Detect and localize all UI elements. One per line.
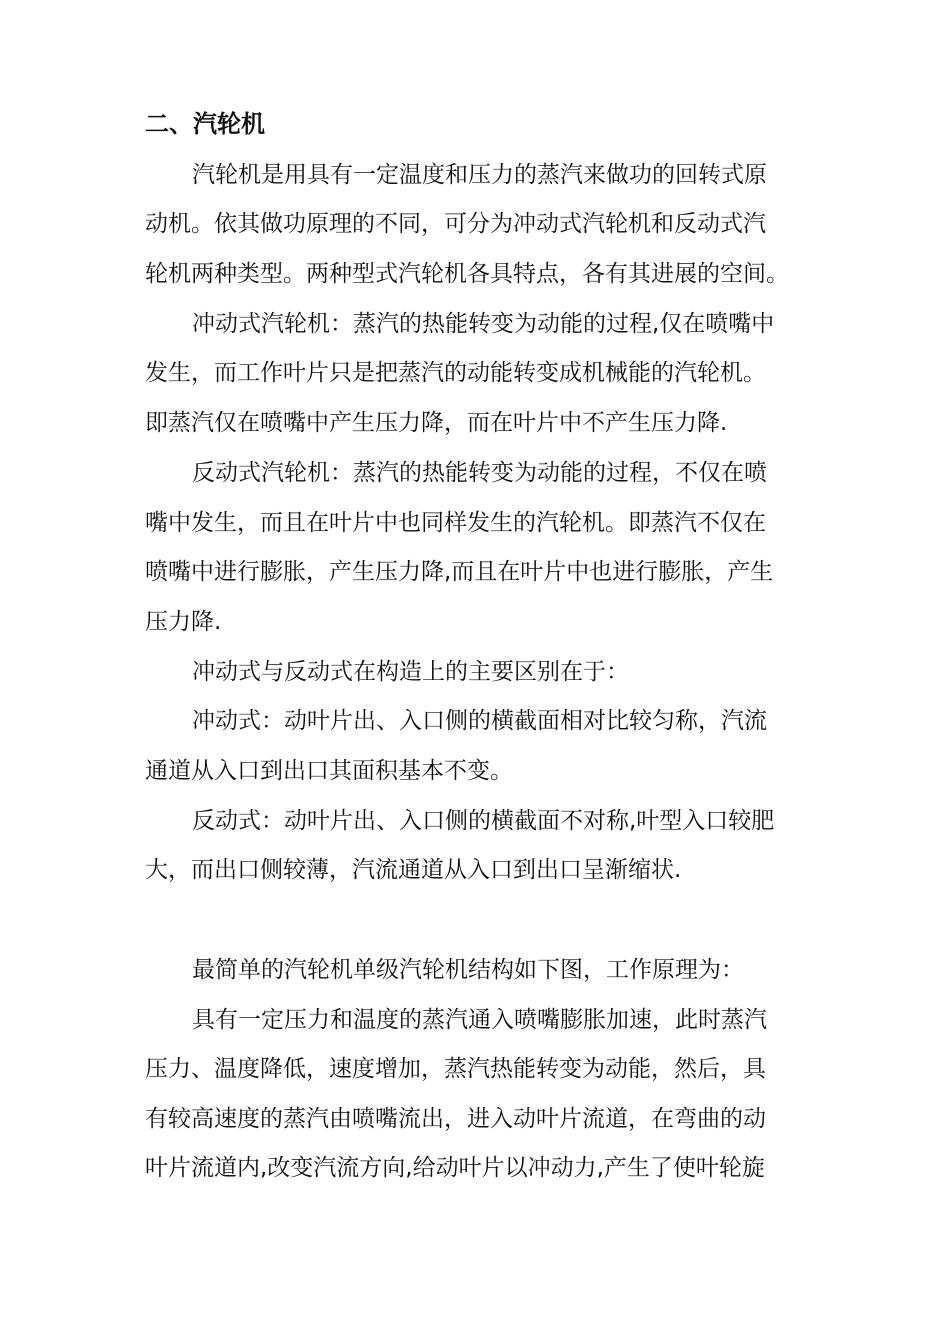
paragraph-line: 通道从入口到出口其面积基本不变。: [145, 758, 513, 784]
paragraph-line: 反动式汽轮机：蒸汽的热能转变为动能的过程，不仅在喷: [192, 460, 767, 486]
paragraph-line: 冲动式与反动式在构造上的主要区别在于：: [192, 659, 629, 685]
paragraph-line: 反动式：动叶片出、入口侧的横截面不对称,叶型入口较肥: [192, 808, 775, 834]
paragraph-line: 喷嘴中进行膨胀，产生压力降,而且在叶片中也进行膨胀，产生: [145, 559, 774, 585]
paragraph-line: 具有一定压力和温度的蒸汽通入喷嘴膨胀加速，此时蒸汽: [192, 1007, 767, 1033]
section-heading: 二、汽轮机: [145, 110, 265, 138]
paragraph-line: 最简单的汽轮机单级汽轮机结构如下图，工作原理为：: [192, 957, 744, 983]
paragraph-line: 大，而出口侧较薄，汽流通道从入口到出口呈渐缩状.: [145, 857, 682, 883]
paragraph-line: 有较高速度的蒸汽由喷嘴流出，进入动叶片流道，在弯曲的动: [145, 1106, 766, 1132]
paragraph-line: 发生，而工作叶片只是把蒸汽的动能转变成机械能的汽轮机。: [145, 360, 766, 386]
paragraph-line: 即蒸汽仅在喷嘴中产生压力降，而在叶片中不产生压力降.: [145, 410, 728, 436]
paragraph-line: 嘴中发生，而且在叶片中也同样发生的汽轮机。即蒸汽不仅在: [145, 510, 766, 536]
paragraph-line: 叶片流道内,改变汽流方向,给动叶片以冲动力,产生了使叶轮旋: [145, 1155, 765, 1181]
paragraph-line: 冲动式：动叶片出、入口侧的横截面相对比较匀称，汽流: [192, 708, 767, 734]
paragraph-line: 汽轮机是用具有一定温度和压力的蒸汽来做功的回转式原: [192, 162, 767, 188]
paragraph-line: 冲动式汽轮机：蒸汽的热能转变为动能的过程,仅在喷嘴中: [192, 311, 775, 337]
paragraph-line: 压力、温度降低，速度增加，蒸汽热能转变为动能，然后，具: [145, 1056, 766, 1082]
paragraph-line: 轮机两种类型。两种型式汽轮机各具特点，各有其进展的空间。: [145, 261, 789, 287]
paragraph-line: 动机。依其做功原理的不同，可分为冲动式汽轮机和反动式汽: [145, 211, 766, 237]
paragraph-line: 压力降.: [145, 609, 222, 635]
